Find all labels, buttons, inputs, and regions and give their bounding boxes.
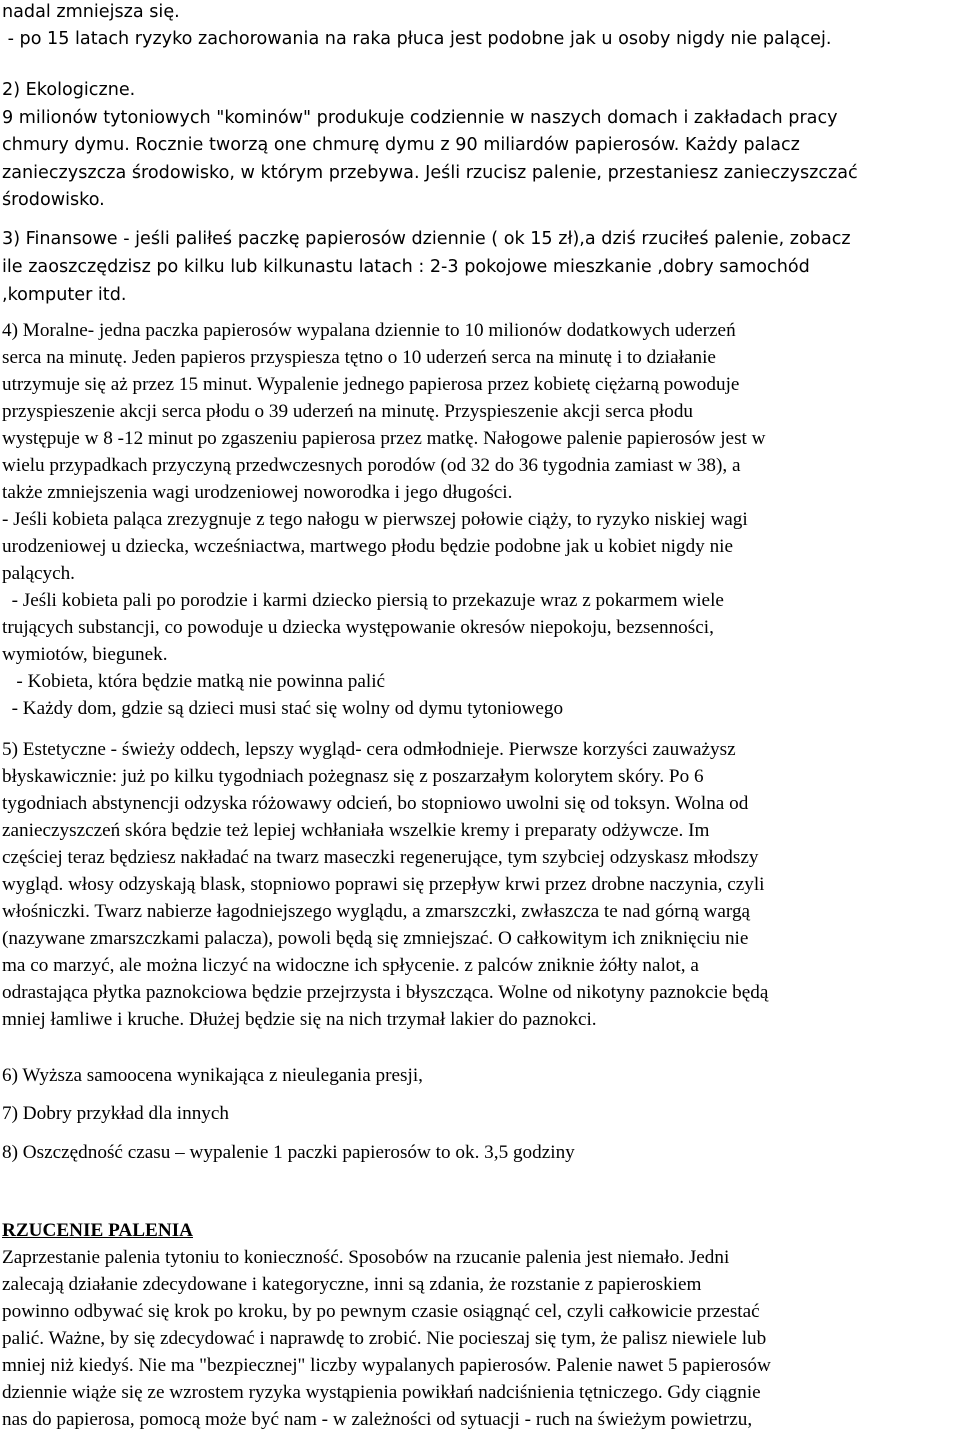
text-line: częściej teraz będziesz nakładać na twarz maseczki regenerujące, tym szybciej odzyskasz młodszy	[2, 847, 759, 868]
text-line: 5) Estetyczne - świeży oddech, lepszy wygląd- cera odmłodnieje. Pierwsze korzyści zauważysz	[2, 739, 736, 760]
text-line: 8) Oszczędność czasu – wypalenie 1 paczki papierosów to ok. 3,5 godziny	[2, 1142, 575, 1163]
text-line: zanieczyszcza środowisko, w którym przebywa. Jeśli rzucisz palenie, przestaniesz zanieczyszczać	[2, 163, 858, 183]
text-line: ile zaoszczędzisz po kilku lub kilkunastu latach : 2-3 pokojowe mieszkanie ,dobry samochód	[2, 257, 810, 277]
text-line: nadal zmniejsza się.	[2, 2, 180, 22]
text-line: także zmniejszenia wagi urodzeniowej noworodka i jego długości.	[2, 482, 513, 503]
text-line: palić. Ważne, by się zdecydować i naprawdę to zrobić. Nie pocieszaj się tym, że palisz niewiele lub	[2, 1328, 767, 1349]
text-line: 9 milionów tytoniowych "kominów" produkuje codziennie w naszych domach i zakładach pracy	[2, 108, 838, 128]
text-line: wymiotów, biegunek.	[2, 644, 168, 665]
text-line: urodzeniowej u dziecka, wcześniactwa, martwego płodu będzie podobne jak u kobiet nigdy nie	[2, 536, 734, 557]
text-line: (nazywane zmarszczkami palacza), powoli będą się zmniejszać. O całkowitym ich zniknięciu nie	[2, 928, 749, 949]
text-line: zalecają działanie zdecydowane i kategoryczne, inni są zdania, że rozstanie z papieroskiem	[2, 1274, 702, 1295]
text-line: palących.	[2, 563, 75, 584]
text-line: - Kobieta, która będzie matką nie powinna palić	[2, 671, 386, 692]
text-line: mniej łamliwe i kruche. Dłużej będzie się na nich trzymał lakier do paznokci.	[2, 1009, 597, 1030]
text-line: mniej niż kiedyś. Nie ma "bezpiecznej" liczby wypalanych papierosów. Palenie nawet 5 papierosów	[2, 1355, 771, 1376]
text-line: - Każdy dom, gdzie są dzieci musi stać się wolny od dymu tytoniowego	[2, 698, 564, 719]
text-line: 3) Finansowe - jeśli paliłeś paczkę papierosów dziennie ( ok 15 zł),a dziś rzuciłeś palenie, zobacz	[2, 229, 851, 249]
text-line: ,komputer itd.	[2, 285, 127, 305]
text-line: wygląd. włosy odzyskają blask, stopniowo poprawi się przepływ krwi przez drobne naczynia, czyli	[2, 874, 765, 895]
text-line: 2) Ekologiczne.	[2, 80, 136, 100]
text-line: tygodniach abstynencji odzyska różowawy odcień, bo stopniowo uwolni się od toksyn. Wolna od	[2, 793, 749, 814]
text-line: 4) Moralne- jedna paczka papierosów wypalana dziennie to 10 milionów dodatkowych uderzeń	[2, 320, 736, 341]
text-line: nas do papierosa, pomocą może być nam - w zależności od sytuacji - ruch na świeżym powietrzu,	[2, 1409, 753, 1430]
text-line: przyspieszenie akcji serca płodu o 39 uderzeń na minutę. Przyspieszenie akcji serca płodu	[2, 401, 694, 422]
text-line: Zaprzestanie palenia tytoniu to konieczność. Sposobów na rzucanie palenia jest niemało. Jedni	[2, 1247, 730, 1268]
text-line: wielu przypadkach przyczyną przedwczesnych porodów (od 32 do 36 tygodnia zamiast w 38), a	[2, 455, 741, 476]
text-line: utrzymuje się aż przez 15 minut. Wypalenie jednego papierosa przez kobietę ciężarną powoduje	[2, 374, 740, 395]
text-line: włośniczki. Twarz nabierze łagodniejszego wyglądu, a zmarszczki, zwłaszcza te nad górną wargą	[2, 901, 751, 922]
text-line: - Jeśli kobieta paląca zrezygnuje z tego nałogu w pierwszej połowie ciąży, to ryzyko niskiej wagi	[2, 509, 748, 530]
text-line: powinno odbywać się krok po kroku, by po pewnym czasie osiągnąć cel, czyli całkowicie przestać	[2, 1301, 760, 1322]
text-line: chmury dymu. Rocznie tworzą one chmurę dymu z 90 miliardów papierosów. Każdy palacz	[2, 135, 800, 155]
text-line: środowisko.	[2, 190, 105, 210]
text-line: odrastająca płytka paznokciowa będzie przejrzysta i błyszcząca. Wolne od nikotyny paznokcie będą	[2, 982, 769, 1003]
text-line: ma co marzyć, ale można liczyć na widoczne ich spłycenie. z palców zniknie żółty nalot, a	[2, 955, 699, 976]
text-line: 7) Dobry przykład dla innych	[2, 1103, 229, 1124]
text-line: występuje w 8 -12 minut po zgaszeniu papierosa przez matkę. Nałogowe palenie papierosów jest w	[2, 428, 766, 449]
text-line: - po 15 latach ryzyko zachorowania na raka płuca jest podobne jak u osoby nigdy nie palącej.	[2, 29, 832, 49]
section-heading: RZUCENIE PALENIA	[2, 1220, 194, 1241]
text-line: serca na minutę. Jeden papieros przyspiesza tętno o 10 uderzeń serca na minutę i to działanie	[2, 347, 716, 368]
text-line: 6) Wyższa samoocena wynikająca z nieulegania presji,	[2, 1065, 423, 1086]
text-line: trujących substancji, co powoduje u dziecka występowanie okresów niepokoju, bezsenności,	[2, 617, 714, 638]
text-line: błyskawicznie: już po kilku tygodniach pożegnasz się z poszarzałym kolorytem skóry. Po 6	[2, 766, 704, 787]
text-line: zanieczyszczeń skóra będzie też lepiej wchłaniała wszelkie kremy i preparaty odżywcze. Im	[2, 820, 710, 841]
text-line: - Jeśli kobieta pali po porodzie i karmi dziecko piersią to przekazuje wraz z pokarmem wiele	[2, 590, 724, 611]
text-line: dziennie wiąże się ze wzrostem ryzyka wystąpienia powikłań nadciśnienia tętniczego. Gdy ciągnie	[2, 1382, 761, 1403]
